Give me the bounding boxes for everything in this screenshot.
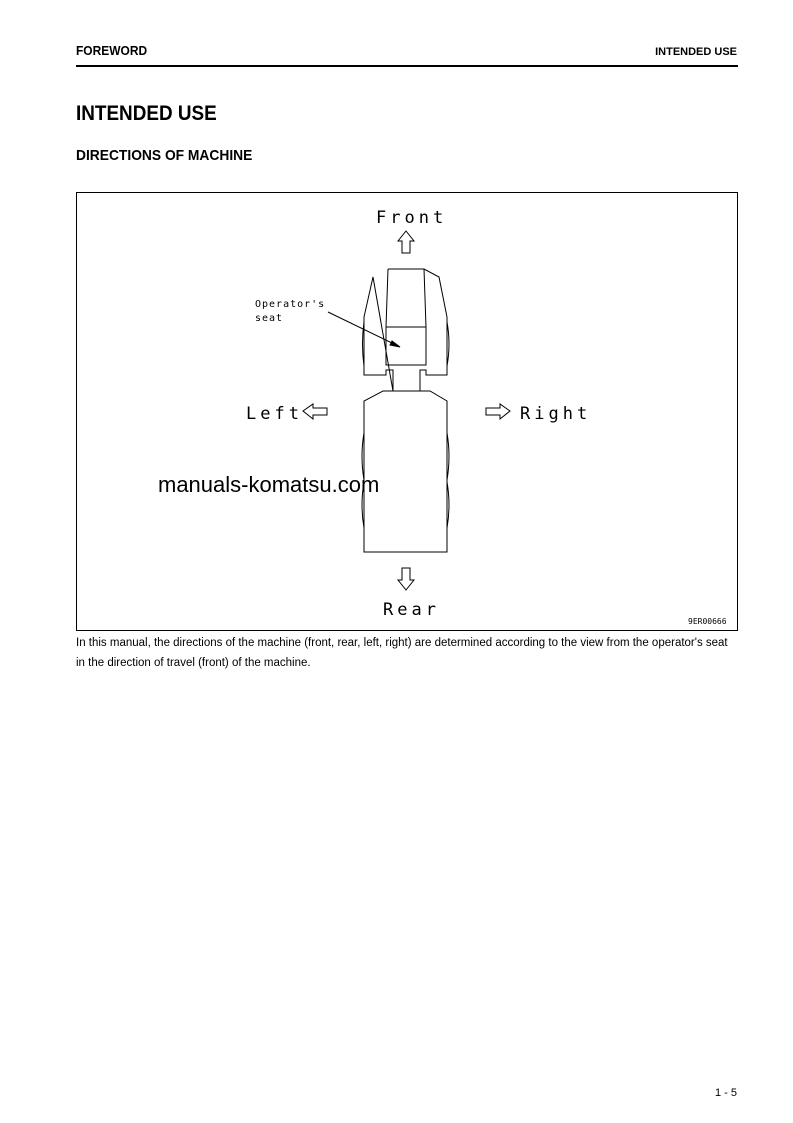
figure-code: 9ER00666	[688, 617, 727, 626]
front-tires	[363, 322, 450, 366]
section-subtitle: DIRECTIONS OF MACHINE	[76, 147, 253, 164]
label-right: Right	[520, 404, 592, 424]
label-left: Left	[246, 404, 303, 424]
arrow-up-icon	[398, 231, 414, 253]
cab-inner-lines	[386, 269, 426, 327]
header-section: FOREWORD	[76, 43, 148, 58]
label-front: Front	[376, 208, 448, 228]
callout-arrowhead-icon	[390, 341, 400, 347]
header-topic: INTENDED USE	[655, 46, 737, 58]
label-rear: Rear	[383, 600, 440, 620]
watermark: manuals-komatsu.com	[158, 472, 380, 497]
arrow-left-icon	[303, 404, 327, 419]
arrow-right-icon	[486, 404, 510, 419]
arrow-down-icon	[398, 568, 414, 590]
label-seat-line1: Operator's	[255, 299, 326, 310]
front-frame	[364, 269, 447, 391]
label-seat-line2: seat	[255, 313, 284, 324]
operator-seat	[386, 327, 426, 365]
page-title: INTENDED USE	[76, 102, 217, 125]
body-paragraph: In this manual, the directions of the machine (front, rear, left, right) are determined according to the view from the operator's seat in the direction of travel (front) of the machine.	[76, 637, 728, 669]
page-number: 1 - 5	[714, 1087, 737, 1099]
